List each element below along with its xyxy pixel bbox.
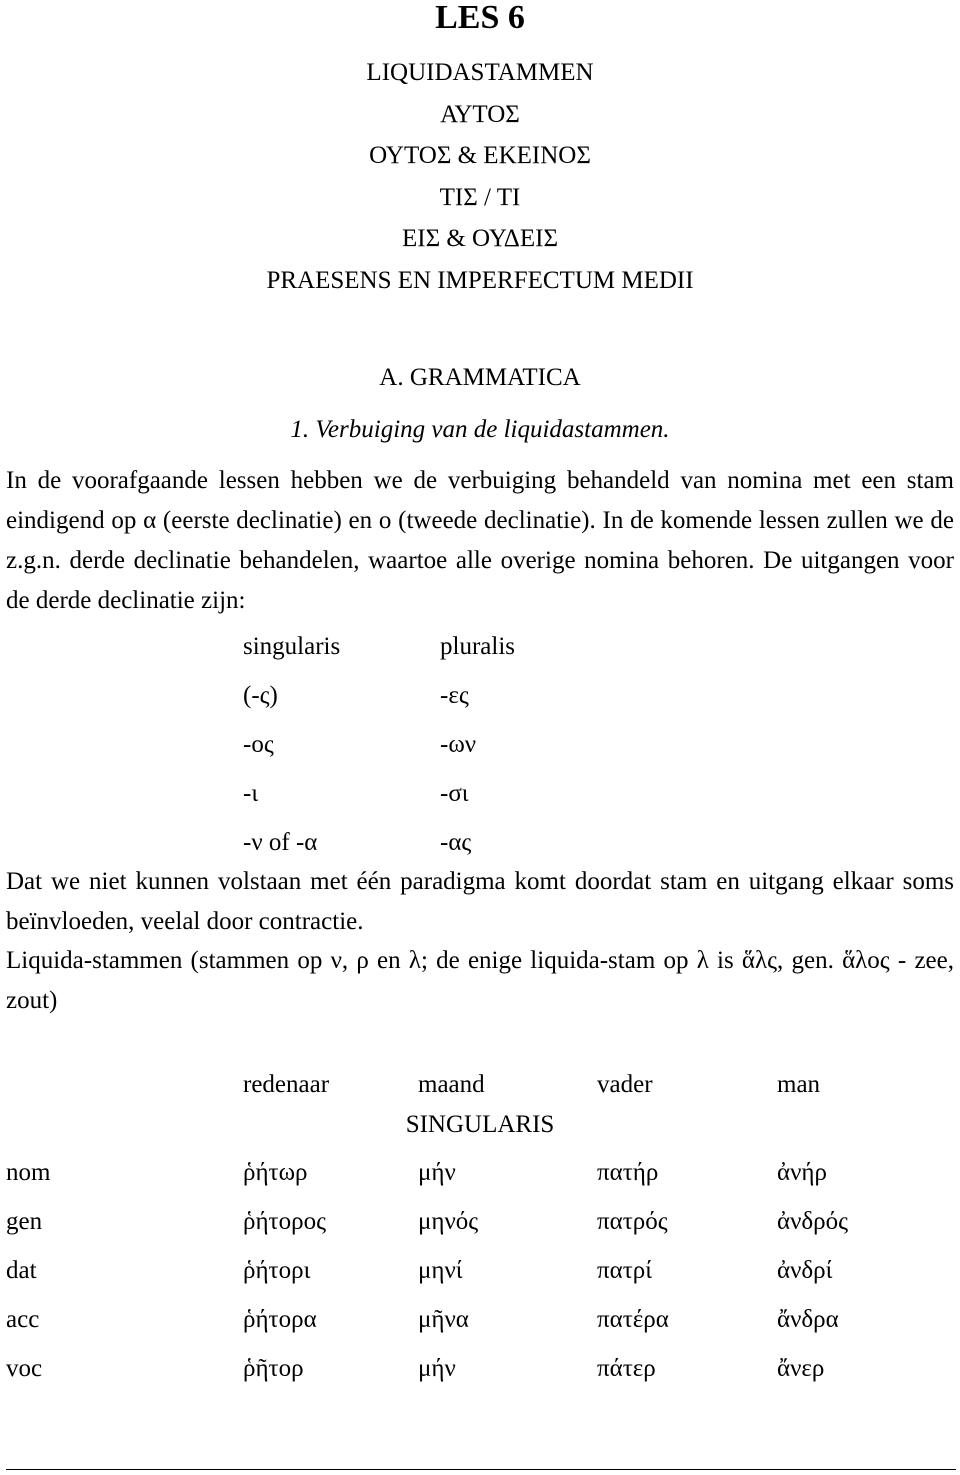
men-forms-column [418,1148,478,1393]
topic-item: ΑΥΤΟΣ [440,100,520,128]
topic-item: ΕΙΣ & ΟΥΔΕΙΣ [401,225,559,252]
subsection-heading: 1. Verbuiging van de liquidastammen. [290,416,670,443]
ending-item: -ν of -α [243,829,318,856]
greek-form: ῥήτωρ [243,1159,308,1186]
greek-form: πατέρα [597,1306,669,1333]
intro-paragraph: In de voorafgaande lessen hebben we de verbuiging behandeld van nomina met een stam eindigend op α (eerste declinatie) en o (tweede declinatie). In de komende lessen zullen we de z.g.n. derde declinatie behandelen, waartoe alle overige nomina behoren. De uitgangen voor de derde declinatie zijn: [6,467,954,614]
case-label: acc [6,1306,40,1333]
endings-singular-column [243,622,340,867]
greek-form: μῆνα [418,1306,469,1333]
rhetor-forms-column [243,1148,326,1393]
greek-form: μηνός [418,1208,479,1235]
greek-form: ῥήτορος [243,1208,326,1235]
ending-item: -σι [440,780,469,807]
greek-form: μήν [418,1159,456,1186]
section-heading: A. GRAMMATICA [379,364,581,391]
case-label-column [6,1148,50,1393]
greek-form: ῥῆτορ [243,1355,304,1382]
greek-form: πατήρ [597,1159,659,1186]
endings-plural-column [440,622,515,867]
endings-plural-header: pluralis [440,633,515,660]
greek-form: ῥήτορα [243,1306,317,1333]
ending-item: -ες [440,682,469,709]
greek-form: ἀνήρ [777,1159,827,1186]
lesson-title: LES 6 [435,0,525,36]
greek-form: ἀνδρί [777,1257,833,1284]
case-label: voc [6,1355,43,1382]
aner-forms-column [777,1148,848,1393]
column-header-maand: maand [418,1071,485,1098]
ending-item: -ος [243,731,274,758]
greek-form: ἄνερ [777,1355,825,1382]
topic-item: LIQUIDASTAMMEN [366,59,594,86]
column-header-vader: vader [597,1071,653,1098]
paradigm-note-paragraph: Dat we niet kunnen volstaan met één paradigma komt doordat stam en uitgang elkaar soms beïnvloeden, veelal door contractie. [6,868,954,935]
pater-forms-column [597,1148,669,1393]
endings-singular-header: singularis [243,633,341,660]
topic-item: PRAESENS EN IMPERFECTUM MEDII [266,266,694,294]
ending-item: -ι [243,780,259,807]
greek-form: ἀνδρός [777,1208,849,1235]
greek-form: πατρί [597,1257,652,1284]
greek-form: ῥήτορι [243,1257,311,1284]
topic-item: ΤΙΣ / ΤΙ [439,183,521,211]
greek-form: μήν [418,1355,456,1382]
topic-item: ΟΥΤΟΣ & ΕΚΕΙΝΟΣ [369,142,591,169]
topic-list [0,52,960,301]
case-label: dat [6,1257,37,1284]
greek-form: πάτερ [597,1355,656,1382]
ending-item: -ων [440,731,477,758]
greek-form: ἄνδρα [777,1306,839,1333]
liquida-stems-paragraph: Liquida-stammen (stammen op ν, ρ en λ; de enige liquida-stam op λ is ἅλς, gen. ἅλος - zee, zout) [6,947,954,1014]
number-label: SINGULARIS [405,1111,555,1138]
column-header-man: man [777,1071,821,1098]
ending-item: (-ς) [243,682,278,709]
ending-item: -ας [440,829,472,856]
greek-form: πατρός [597,1208,668,1235]
case-label: gen [6,1208,43,1235]
case-label: nom [6,1159,51,1186]
column-header-redenaar: redenaar [243,1071,330,1098]
greek-form: μηνί [418,1257,463,1284]
footer-divider [6,1469,956,1470]
